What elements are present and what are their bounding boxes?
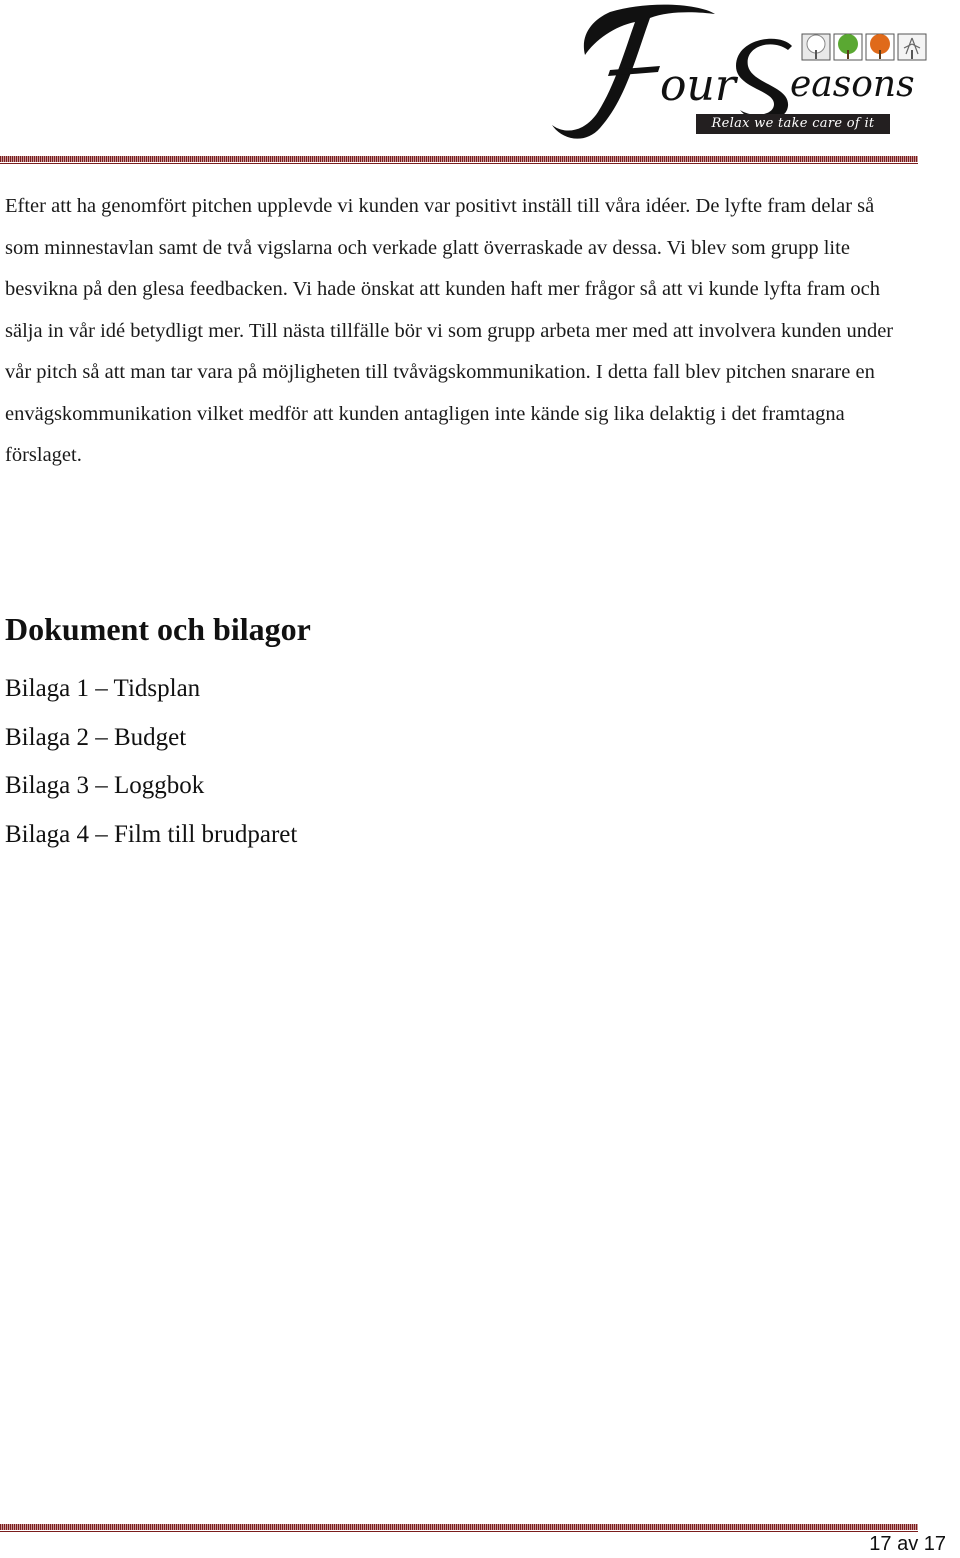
header-rule xyxy=(0,156,918,162)
attachment-list xyxy=(5,665,297,859)
svg-text:easons: easons xyxy=(790,64,915,105)
body-paragraph: Efter att ha genomfört pitchen upplevde vi kunden var positivt inställ till våra idéer. De lyfte fram delar så som minnestavlan samt de två vigslarna och verkade glatt överraskade av dessa. Vi blev som grupp lite besvikna på den glesa feedbacken. Vi hade önskat att kunden haft mer frågor så att vi kunde lyfta fram och sälja in vår idé betydligt mer. Till nästa tillfälle bör vi som grupp arbeta mer med att involvera kunden under vår pitch så att man tar vara på möjligheten till tvåvägskommunikation. I detta fall blev pitchen snarare en envägskommunikation vilket medför att kunden antagligen inte kände sig lika delaktig i det framtagna förslaget. xyxy=(5,195,894,466)
page-number: 17 av 17 xyxy=(869,1533,946,1555)
attachment-item-4: Bilaga 4 – Film till brudparet xyxy=(5,820,298,848)
footer-rule xyxy=(0,1524,918,1530)
attachment-item-2: Bilaga 2 – Budget xyxy=(5,723,187,751)
attachment-item-1: Bilaga 1 – Tidsplan xyxy=(5,675,201,702)
logo-tagline: Relax we take care of it xyxy=(696,114,890,134)
attachment-item-3: Bilaga 3 – Loggbok xyxy=(5,772,205,799)
svg-text:our: our xyxy=(660,60,736,111)
season-trees-icon xyxy=(802,34,926,60)
section-heading: Dokument och bilagor xyxy=(5,611,311,647)
four-seasons-logo xyxy=(540,0,960,150)
